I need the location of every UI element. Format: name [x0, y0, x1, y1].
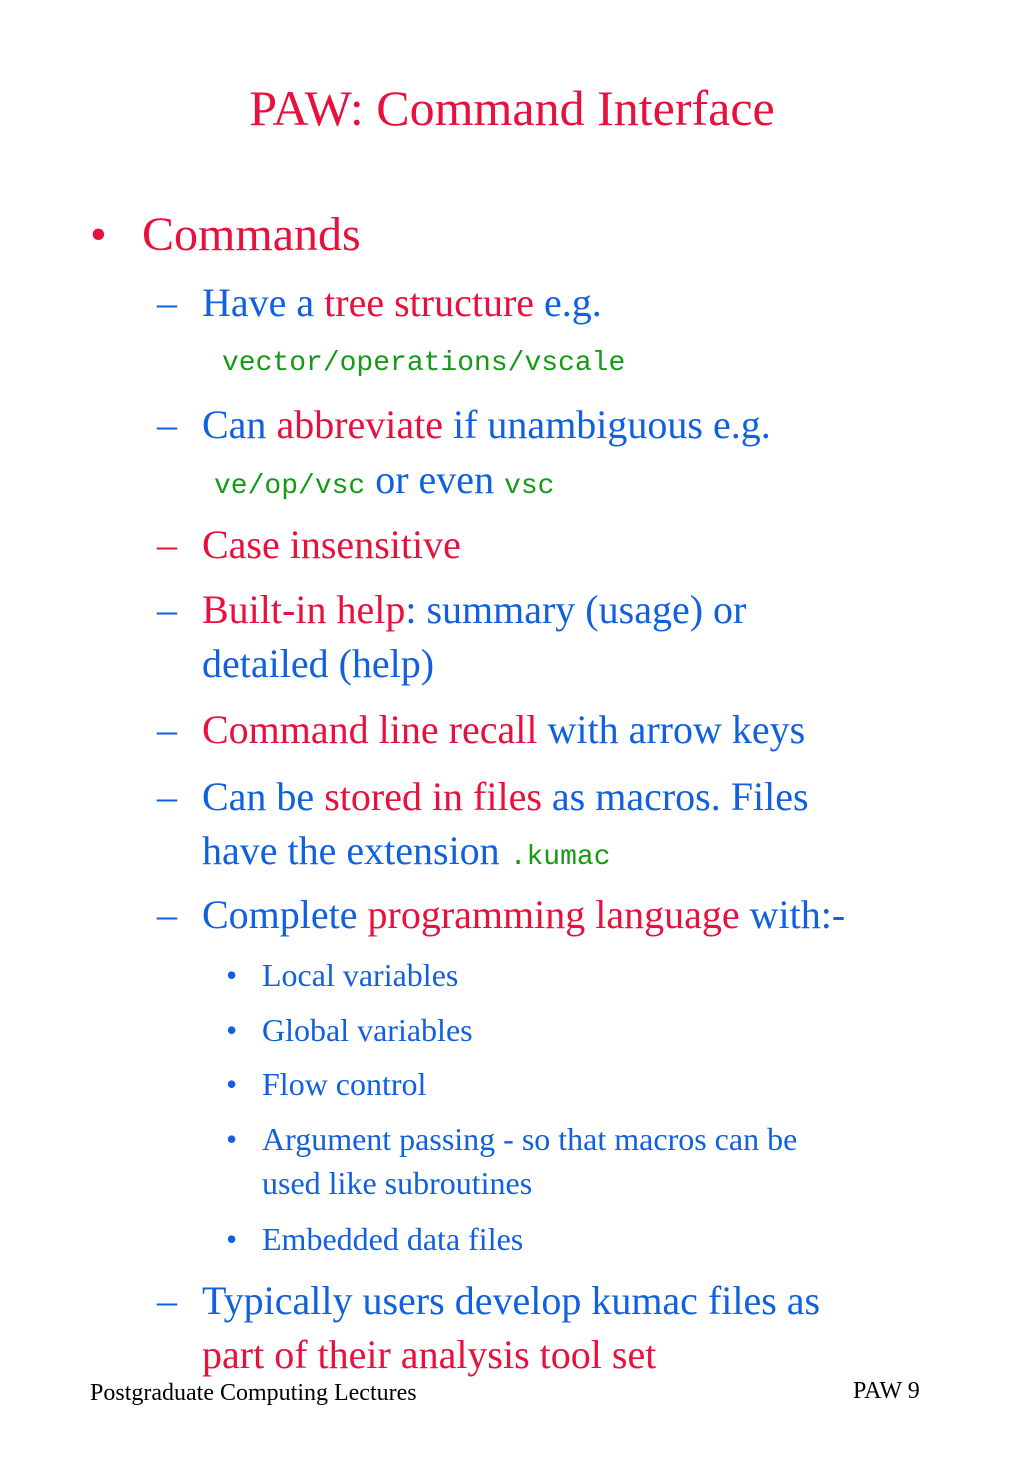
dash-marker: – — [157, 774, 177, 819]
sub-item-text: Flow control — [262, 1066, 427, 1102]
code-example-abbreviations — [214, 457, 555, 507]
code-example-full-path: vector/operations/vscale — [222, 348, 626, 379]
item-text: Have a — [202, 280, 325, 325]
item-text-continued: have the extension — [202, 828, 510, 873]
item-text: Can be — [202, 774, 325, 819]
slide-title: PAW: Command Interface — [249, 80, 775, 136]
item-text: with arrow keys — [537, 707, 806, 752]
code-abbrev-connector: or even — [365, 457, 505, 502]
item-highlight: Built-in help — [202, 587, 406, 632]
dash-marker: – — [157, 280, 177, 325]
item-text: as macros. Files — [541, 774, 809, 819]
item-highlight: stored in files — [324, 774, 542, 819]
item-text: : summary (usage) or — [405, 587, 747, 632]
item-text: with:- — [739, 892, 846, 937]
item-highlight-continued: part of their analysis tool set — [202, 1332, 657, 1377]
code-abbrev-long: ve/op/vsc — [214, 471, 366, 502]
dash-marker: – — [157, 707, 177, 752]
sub-bullet: • — [226, 1221, 238, 1257]
file-extension: .kumac — [509, 842, 611, 873]
sub-item-text: Embedded data files — [262, 1221, 524, 1257]
dash-marker: – — [157, 587, 177, 632]
sub-bullet: • — [226, 1012, 238, 1048]
sub-bullet: • — [226, 957, 238, 993]
item-text: e.g. — [534, 280, 602, 325]
code-abbrev-short: vsc — [504, 471, 555, 502]
sub-bullet: • — [226, 1121, 238, 1157]
sub-item-text: Global variables — [262, 1012, 473, 1048]
heading-bullet: • — [90, 208, 107, 261]
item-text: Typically users develop kumac files as — [202, 1278, 821, 1323]
item-text: Case insensitive — [202, 522, 461, 567]
item-text-continued: detailed (help) — [202, 641, 435, 686]
item-highlight: Command line recall — [202, 707, 538, 752]
footer-course-name: Postgraduate Computing Lectures — [90, 1380, 417, 1406]
dash-marker: – — [157, 522, 177, 567]
footer-page-number: PAW 9 — [853, 1378, 920, 1404]
item-text: if unambiguous e.g. — [443, 402, 771, 447]
sub-item-text-continued: used like subroutines — [262, 1165, 533, 1201]
dash-marker: – — [157, 892, 177, 937]
item-highlight: abbreviate — [276, 402, 443, 447]
item-text: Complete — [202, 892, 368, 937]
sub-item-text: Local variables — [262, 957, 459, 993]
dash-marker: – — [157, 402, 177, 447]
sub-item-text: Argument passing - so that macros can be — [262, 1121, 798, 1157]
item-text: Can — [202, 402, 277, 447]
dash-marker: – — [157, 1278, 177, 1323]
item-highlight: tree structure — [324, 280, 535, 325]
item-highlight: programming language — [367, 892, 740, 937]
sub-bullet: • — [226, 1066, 238, 1102]
heading-text: Commands — [142, 208, 361, 261]
